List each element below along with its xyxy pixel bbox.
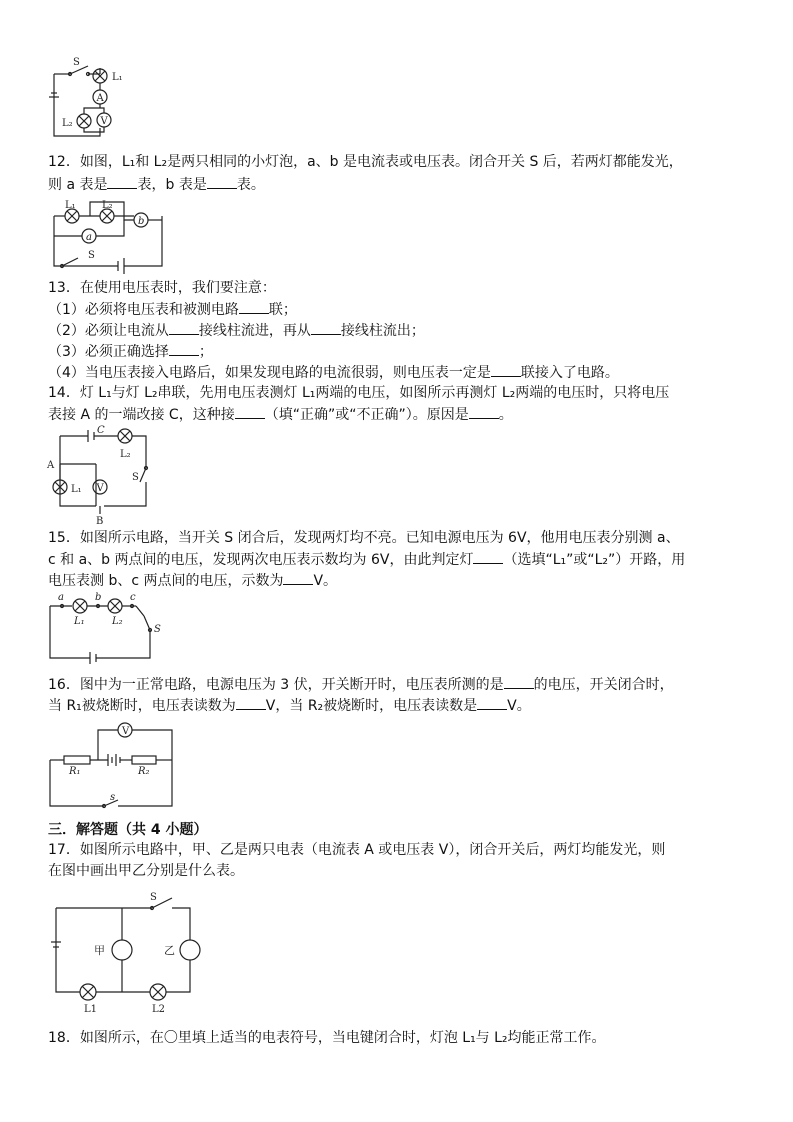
svg-text:V: V (96, 483, 104, 494)
q14-line2 (48, 404, 513, 425)
svg-text:A: A (96, 93, 104, 104)
q18-line1: 18．如图所示，在〇里填上适当的电表符号，当电键闭合时，灯泡 L₁与 L₂均能正常工作。 (48, 1030, 606, 1046)
q13-title: 13．在使用电压表时，我们要注意： (48, 280, 276, 296)
q15-line3 (48, 570, 337, 591)
svg-text:L₁: L₁ (65, 200, 76, 211)
q15-line1: 15．如图所示电路，当开关 S 闭合后，发现两灯均不亮。已知电源电压为 6V，他用电压表分别测 a、 (48, 530, 680, 546)
q14-blank-2[interactable] (469, 404, 499, 419)
q13-blank-1[interactable] (239, 299, 269, 314)
circuit-diagram-q12 (48, 198, 168, 274)
svg-text:s: s (110, 792, 116, 803)
q16-text-a: 16．图中为一正常电路，电源电压为 3 伏，开关断开时，电压表所测的是 (48, 677, 504, 693)
svg-text:a: a (58, 592, 64, 603)
circuit-diagram-q17 (48, 890, 208, 1016)
svg-text:L₁: L₁ (71, 484, 82, 495)
svg-text:S: S (154, 624, 161, 635)
q13-blank-2b[interactable] (311, 320, 341, 335)
svg-text:c: c (130, 592, 136, 603)
q14-text-a: 表接 A 的一端改接 C，这种接 (48, 407, 235, 423)
q15-text-c: 电压表测 b、c 两点间的电压，示数为 (48, 573, 284, 589)
q16-text-b: 的电压，开关闭合时， (533, 677, 674, 693)
q12-blank-b[interactable] (207, 174, 237, 189)
q14-text-c: 。 (498, 407, 513, 423)
q16-line1 (48, 674, 674, 695)
svg-text:R₂: R₂ (138, 766, 150, 777)
q16-line2 (48, 695, 531, 716)
q15-blank-1[interactable] (473, 549, 503, 564)
svg-text:V: V (122, 726, 130, 737)
q15-text-d: V。 (313, 573, 338, 589)
svg-text:L2: L2 (152, 1004, 166, 1015)
q16-text-d: V，当 R₂被烧断时，电压表读数是 (265, 698, 478, 714)
q13-item1-text: （1）必须将电压表和被测电路 (48, 302, 239, 318)
q16-text-e: V。 (507, 698, 531, 714)
q15-text-a: c 和 a、b 两点间的电压，发现两次电压表示数均为 6V，由此判定灯 (48, 552, 474, 568)
svg-text:L₂: L₂ (120, 449, 131, 460)
circuit-diagram-q15 (46, 592, 166, 668)
svg-text:S: S (88, 250, 95, 261)
q14-blank-1[interactable] (235, 404, 265, 419)
q15-blank-2[interactable] (283, 570, 313, 585)
circuit-diagram-q14 (44, 424, 164, 528)
svg-text:S: S (150, 892, 157, 903)
q12-text-c: 表。 (236, 177, 265, 193)
q13-blank-2a[interactable] (169, 320, 199, 335)
q13-item3-end: ； (198, 344, 213, 360)
svg-text:甲: 甲 (94, 944, 105, 957)
q15-line2 (48, 549, 685, 570)
svg-text:b: b (95, 592, 102, 603)
q17-line2: 在图中画出甲乙分别是什么表。 (48, 863, 244, 879)
q16-blank-1[interactable] (504, 674, 534, 689)
q13-blank-3[interactable] (169, 341, 199, 356)
svg-text:S: S (132, 472, 139, 483)
svg-text:V: V (100, 116, 108, 127)
svg-text:乙: 乙 (164, 944, 175, 957)
svg-text:B: B (96, 516, 104, 527)
q12-blank-a[interactable] (107, 174, 137, 189)
q13-item2 (48, 320, 425, 341)
q12-line2 (48, 174, 265, 195)
svg-text:S: S (73, 57, 80, 68)
q16-text-c: 当 R₁被烧断时，电压表读数为 (48, 698, 236, 714)
q14-text-b: （填“正确”或“不正确”）。原因是 (264, 407, 469, 423)
q16-blank-3[interactable] (477, 695, 507, 710)
q14-line1: 14．灯 L₁与灯 L₂串联，先用电压表测灯 L₁两端的电压，如图所示再测灯 L₂两端的电压时，只将电压 (48, 385, 670, 401)
q13-item1-end: 联； (268, 302, 297, 318)
q13-item4-end: 联接入了电路。 (520, 365, 619, 381)
q13-item4-text: （4）当电压表接入电路后，如果发现电路的电流很弱，则电压表一定是 (48, 365, 491, 381)
svg-text:L₁: L₁ (74, 616, 85, 627)
q13-item2-end: 接线柱流出； (340, 323, 425, 339)
q16-blank-2[interactable] (236, 695, 266, 710)
q15-text-b: （选填“L₁”或“L₂”）开路，用 (503, 552, 686, 568)
svg-text:L₂: L₂ (62, 118, 73, 129)
svg-text:A: A (47, 460, 55, 471)
q13-item4 (48, 362, 619, 383)
circuit-diagram-q11 (48, 56, 138, 142)
svg-text:a: a (86, 232, 92, 243)
svg-text:R₁: R₁ (69, 766, 81, 777)
q17-line1: 17．如图所示电路中，甲、乙是两只电表（电流表 A 或电压表 V），闭合开关后，两灯均能发光，则 (48, 842, 666, 858)
svg-text:L1: L1 (84, 1004, 98, 1015)
q13-blank-4[interactable] (491, 362, 521, 377)
q13-item2-mid: 接线柱流进，再从 (198, 323, 311, 339)
q13-item2-text: （2）必须让电流从 (48, 323, 169, 339)
svg-text:L₂: L₂ (112, 616, 123, 627)
svg-text:L₂: L₂ (102, 200, 113, 211)
section-3-title: 三．解答题（共 4 小题） (48, 822, 208, 838)
svg-text:b: b (138, 216, 145, 227)
svg-text:L₁: L₁ (112, 72, 123, 83)
q12-text-a: 则 a 表是 (48, 177, 108, 193)
circuit-diagram-q16 (46, 724, 178, 810)
q13-item3 (48, 341, 213, 362)
q13-item3-text: （3）必须正确选择 (48, 344, 169, 360)
q12-text-b: 表，b 表是 (137, 177, 207, 193)
svg-text:C: C (97, 425, 105, 436)
q13-item1 (48, 299, 297, 320)
q12-line1: 12．如图，L₁和 L₂是两只相同的小灯泡，a、b 是电流表或电压表。闭合开关 S 后，若两灯都能发光， (48, 154, 683, 170)
